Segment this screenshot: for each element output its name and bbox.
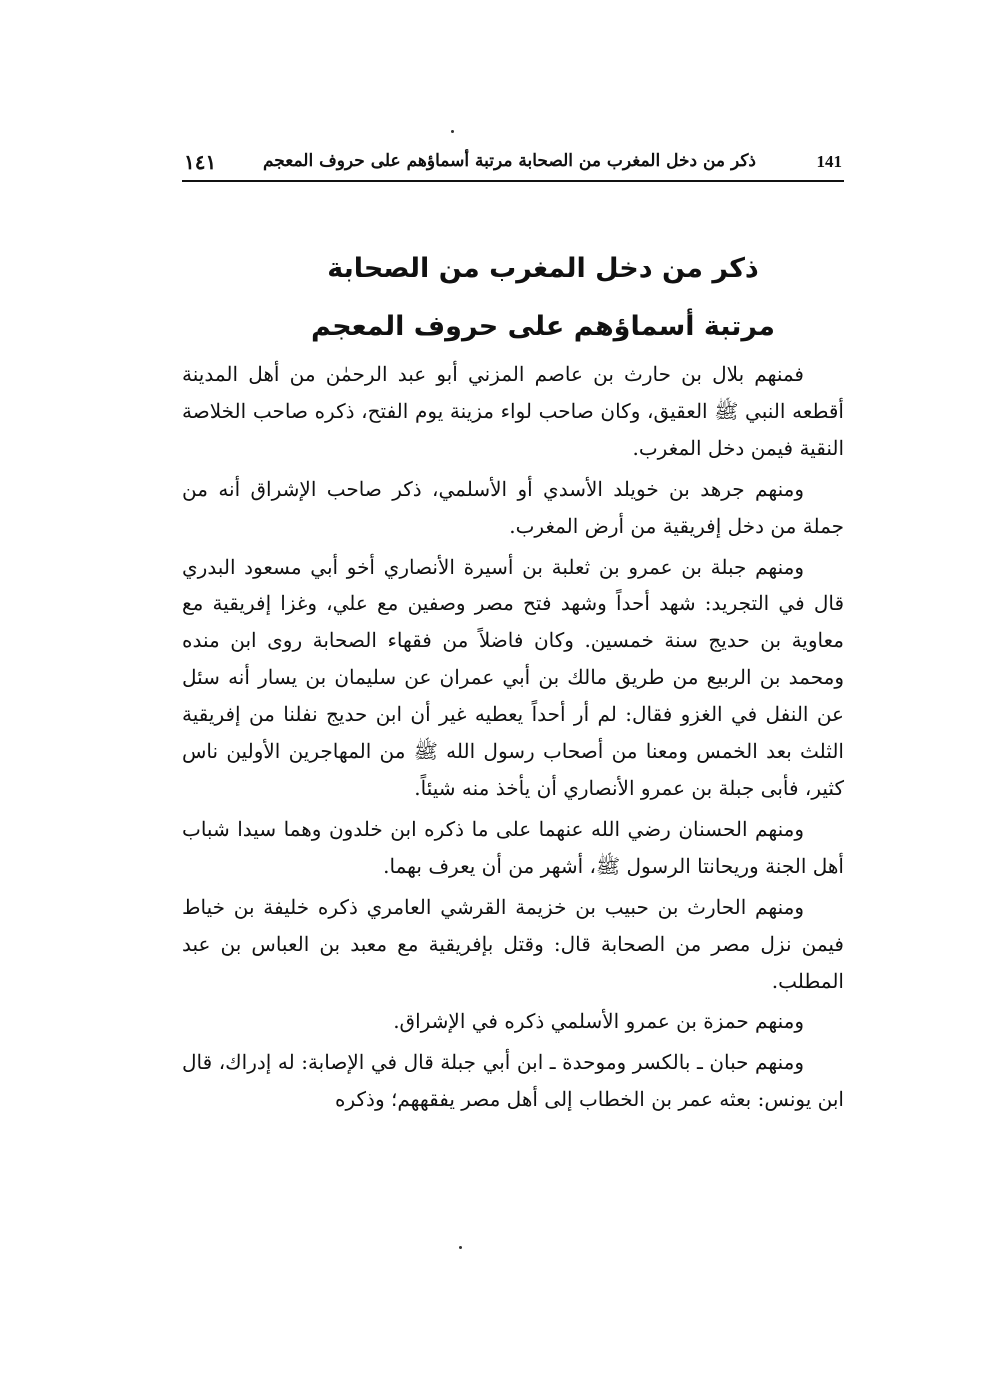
running-header	[182, 146, 844, 182]
chapter-title-line-1: ذكر من دخل المغرب من الصحابة	[327, 253, 759, 284]
top-dot-mark	[451, 130, 454, 133]
bottom-dot-mark	[459, 1246, 462, 1249]
paragraph: ومنهم حبان ـ بالكسر وموحدة ـ ابن أبي جبلة قال في الإصابة: له إدراك، قال ابن يونس: بعثه عمر بن الخطاب إلى أهل مصر يفقههم؛ وذكره	[182, 1050, 844, 1112]
paragraph: ومنهم الحسنان رضي الله عنهما على ما ذكره ابن خلدون وهما سيدا شباب أهل الجنة وريحانتا الرسول ﷺ، أشهر من أن يعرف بهما.	[182, 816, 844, 878]
paragraph: فمنهم بلال بن حارث بن عاصم المزني أبو عبد الرحمٰن من أهل المدينة أقطعه النبي ﷺ العقيق، وكان صاحب لواء مزينة يوم الفتح، ذكره صاحب الخلاصة النقية فيمن دخل المغرب.	[182, 362, 844, 460]
chapter-title	[182, 240, 844, 356]
running-title: ذكر من دخل المغرب من الصحابة مرتبة أسماؤهم على حروف المعجم	[262, 151, 756, 171]
paragraph: ومنهم الحارث بن حبيب بن خزيمة القرشي العامري ذكره خليفة بن خياط فيمن نزل مصر من الصحابة قال: وقتل بإفريقية مع معبد بن العباس بن عبد المطلب.	[182, 894, 844, 993]
paragraph: ومنهم جبلة بن عمرو بن ثعلبة بن أسيرة الأنصاري أخو أبي مسعود البدري قال في التجريد: شهد أحداً وشهد فتح مصر وصفين مع علي، وغزا إفريقية مع معاوية بن حديج سنة خمسين. وكان فاضلاً من فقهاء الصحابة روى ابن منده ومحمد بن الربيع من طريق مالك بن أبي عمران عن سليمان بن يسار أنه سئل عن النفل في الغزو فقال: لم أر أحداً يعطيه غير أن ابن حديج نفلنا من إفريقية الثلث بعد الخمس ومعنا من أصحاب رسول الله ﷺ من المهاجرين الأولين ناس كثير، فأبى جبلة بن عمرو الأنصاري أن يأخذ منه شيئاً.	[182, 554, 844, 800]
paragraph: ومنهم حمزة بن عمرو الأسلمي ذكره في الإشراق.	[393, 1009, 804, 1034]
body-text	[182, 356, 844, 1122]
paragraph: ومنهم جرهد بن خويلد الأسدي أو الأسلمي، ذكر صاحب الإشراق أنه من جملة من دخل إفريقية من أرض المغرب.	[182, 476, 844, 538]
page-number-arabic: ١٤١	[184, 150, 217, 174]
chapter-title-line-2: مرتبة أسماؤهم على حروف المعجم	[311, 311, 775, 342]
page-number: 141	[816, 152, 842, 171]
